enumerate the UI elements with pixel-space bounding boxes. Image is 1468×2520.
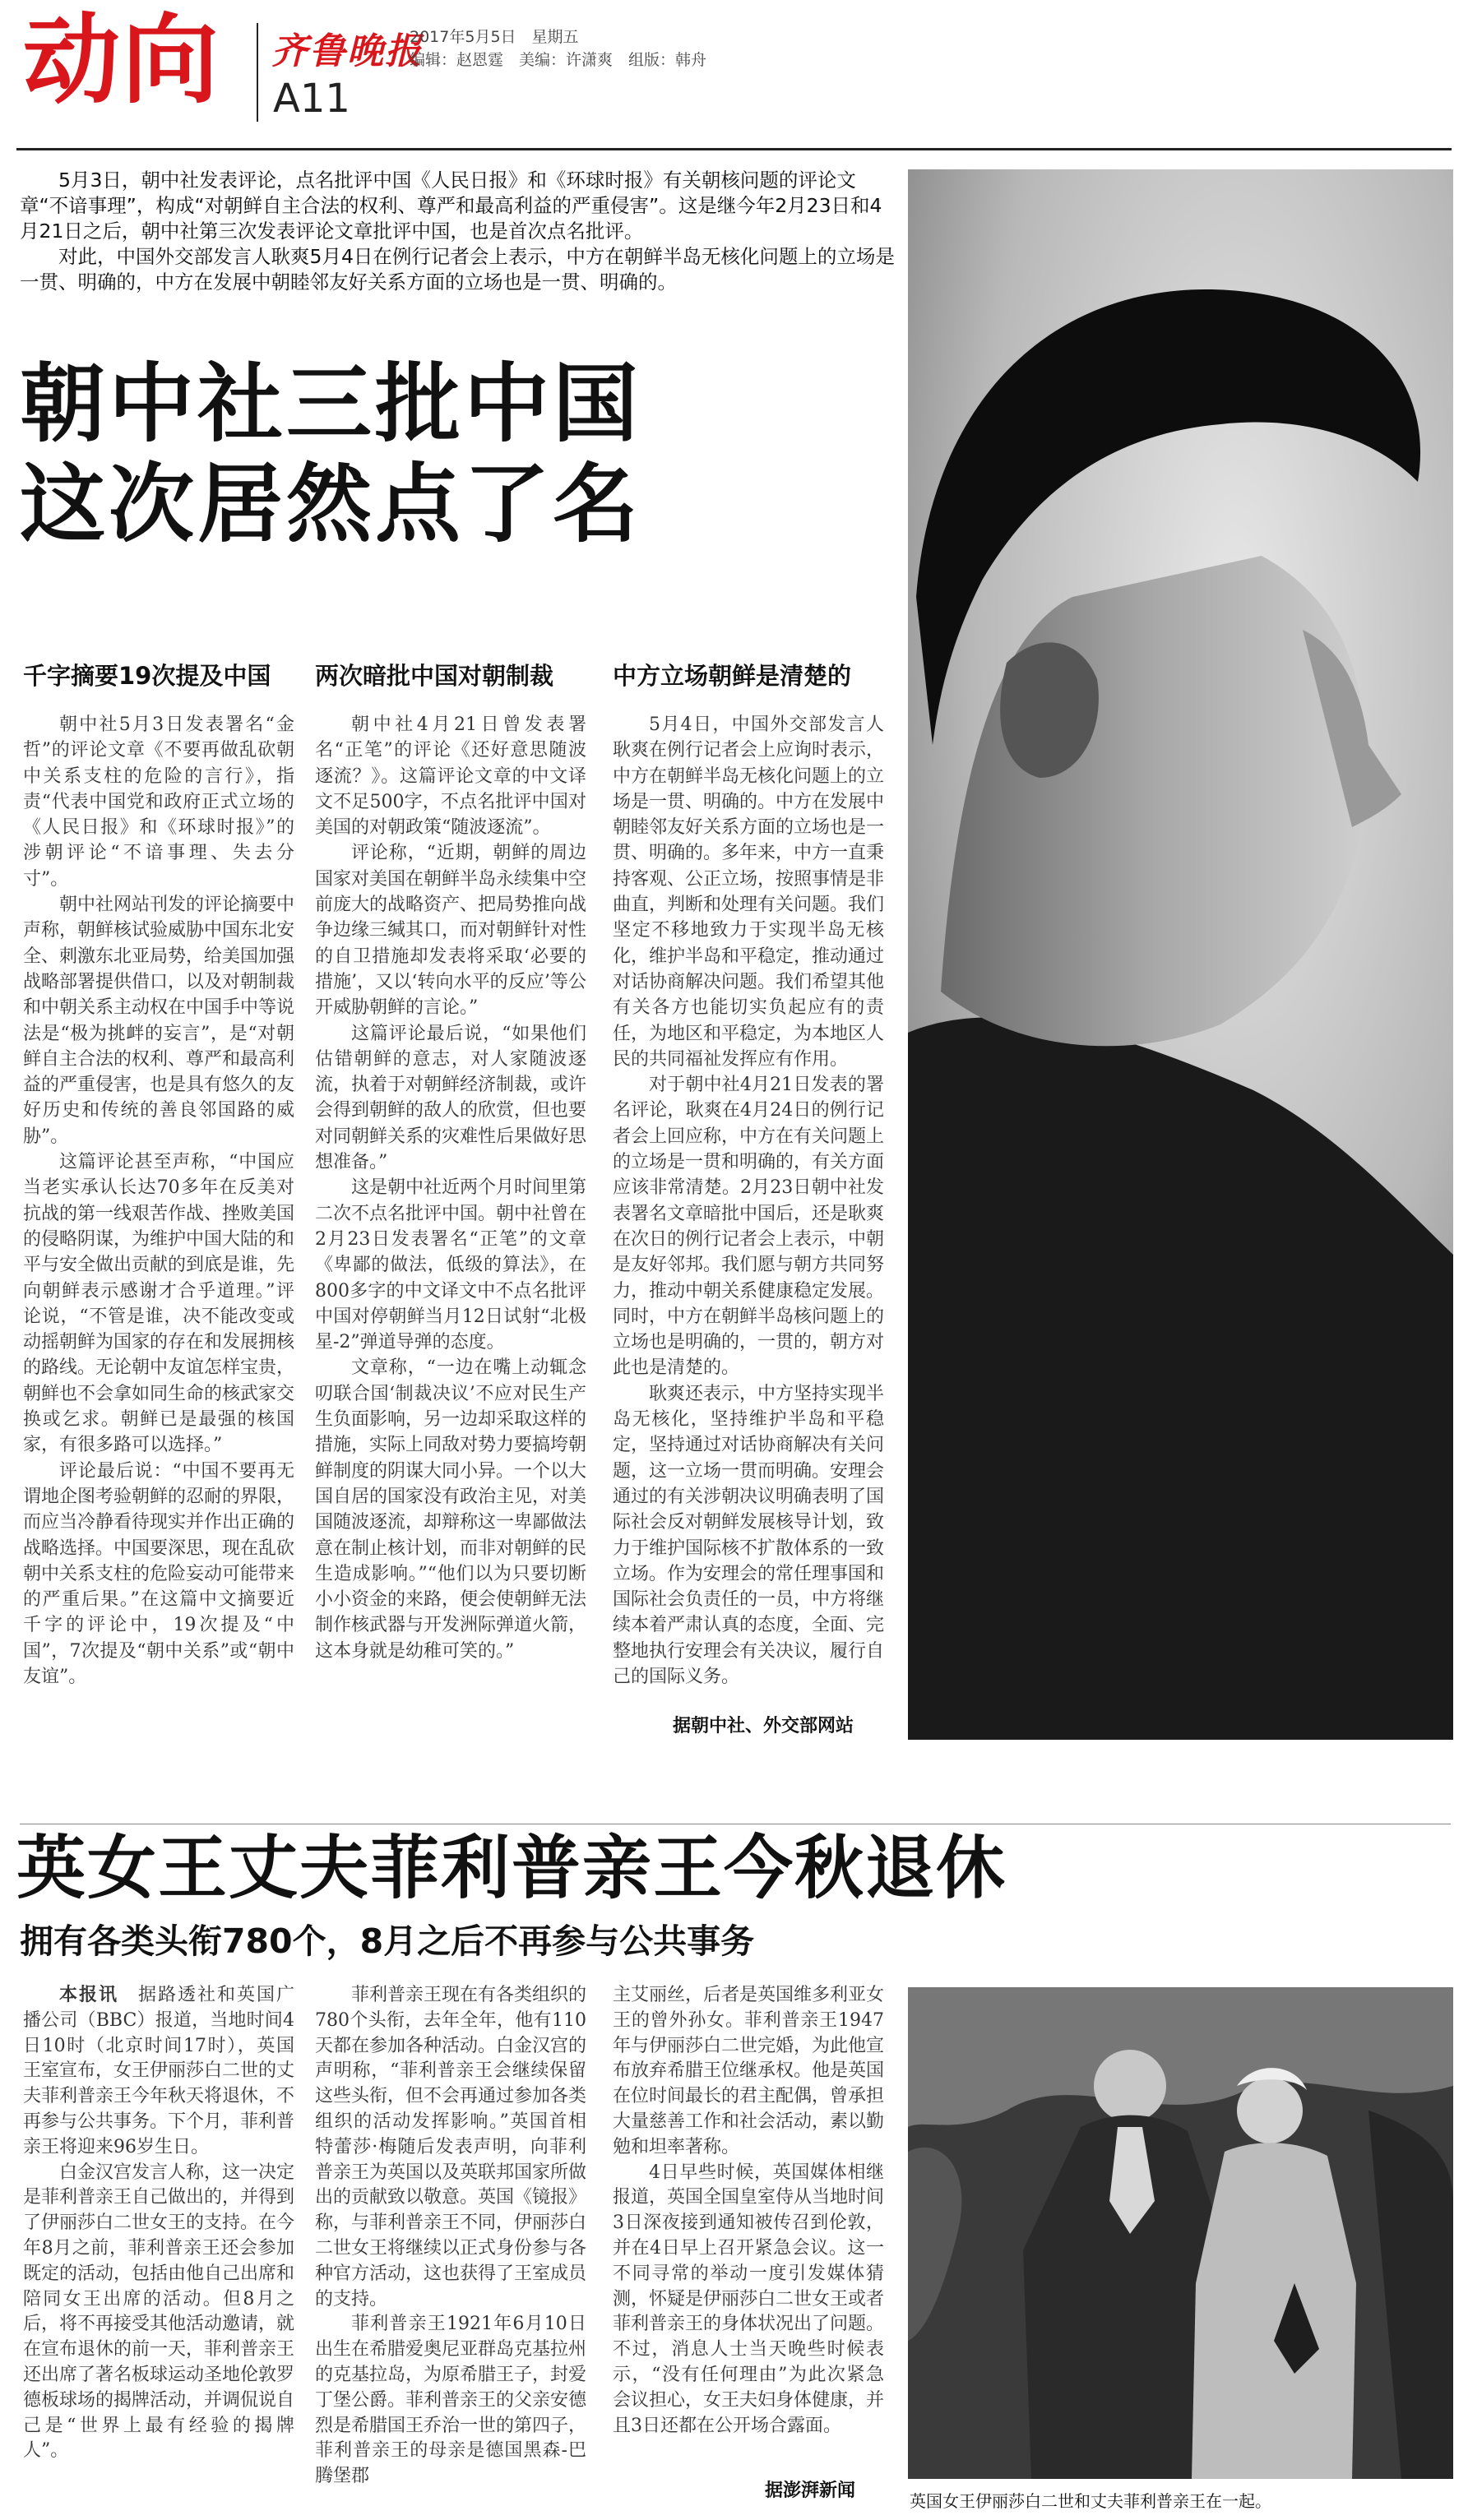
- portrait-photo-graphic: [908, 169, 1453, 1740]
- paragraph: 主艾丽丝，后者是英国维多利亚女王的曾外孙女。菲利普亲王1947年与伊丽莎白二世完婚，为此他宣布放弃希腊王位继承权。他是英国在位时间最长的君主配偶，曾承担大量慈善工作和社会活动，素以勤勉和坦率著称。: [613, 1985, 885, 2157]
- masthead-divider: [257, 23, 258, 122]
- paragraph: 白金汉宫发言人称，这一决定是菲利普亲王自己做出的，并得到了伊丽莎白二世女王的支持。在今年8月之前，菲利普亲王还会参加既定的活动，包括由他自己出席和陪同女王出席的活动。但8月之后，将不再接受其他活动邀请，就在宣布退休的前一天，菲利普亲王还出席了著名板球运动圣地伦敦罗德板球场的揭牌活动，并调侃说自己是“世界上最有经验的揭牌人”。: [23, 2162, 295, 2462]
- headline: 英女王丈夫菲利普亲王今秋退休: [16, 1828, 1007, 1908]
- paragraph: 文章称，“一边在嘴上动辄念叨联合国‘制裁决议’不应对民生产生负面影响，另一边却采取这样的措施，实际上同敌对势力要搞垮朝鲜制度的阴谋大同小异。一个以大国自居的国家没有政治主见，对美国随波逐流，却辩称这一卑鄙做法意在制止核计划，而非对朝鲜的民生造成影响。”“他们以为只要切断小小资金的来路，便会使朝鲜无法制作核武器与开发洲际弹道火箭，这本身就是幼稚可笑的。”: [315, 1357, 587, 1662]
- newspaper-logo: 齐鲁晚报: [271, 30, 423, 72]
- paragraph-text: 据路透社和英国广播公司（BBC）报道，当地时间4日10时（北京时间17时），英国王室宣布，女王伊丽莎白二世的丈夫菲利普亲王今年秋天将退休，不再参与公共事务。下个月，菲利普亲王将迎来96岁生日。: [23, 1985, 295, 2157]
- page-number: A11: [273, 76, 350, 122]
- paragraph: 评论称，“近期，朝鲜的周边国家对美国在朝鲜半岛永续集中空前庞大的战略资产、把局势推向战争边缘三缄其口，而对朝鲜针对性的自卫措施却发表将采取‘必要的措施’，又以‘转向水平的反应’等公开威胁朝鲜的言论。”: [315, 843, 587, 1019]
- story-column: [315, 1983, 586, 2490]
- staff-line: 编辑：赵恩霆 美编：许潇爽 组版：韩舟: [410, 51, 707, 69]
- column-subhead: 两次暗批中国对朝制裁: [315, 662, 554, 690]
- couple-photo: [908, 1987, 1453, 2479]
- paragraph: 朝中社4月21日曾发表署名“正笔”的评论《还好意思随波逐流？》。这篇评论文章的中文译文不足500字，不点名批评中国对美国的对朝政策“随波逐流”。: [315, 714, 586, 839]
- paragraph: 这篇评论最后说，“如果他们估错朝鲜的意志，对人家随波逐流，执着于对朝鲜经济制裁，或许会得到朝鲜的敌人的欣赏，但也要对同朝鲜关系的灾难性后果做好思想准备。”: [315, 1023, 587, 1173]
- column-subhead: 中方立场朝鲜是清楚的: [613, 662, 852, 690]
- section-title: 动向: [23, 3, 221, 117]
- source-credit: 据澎湃新闻: [765, 2481, 856, 2501]
- paragraph: 评论最后说：“中国不要再无谓地企图考验朝鲜的忍耐的界限，而应当冷静看待现实并作出正确的战略选择。中国要深思，现在乱砍朝中关系支柱的危险妄动可能带来的严重后果。”在这篇中文摘要近千字的评论中，19次提及“中国”，7次提及“朝中关系”或“朝中友谊”。: [23, 1460, 295, 1687]
- paragraph: 对于朝中社4月21日发表的署名评论，耿爽在4月24日的例行记者会上回应称，中方在有关问题上的立场是一贯和明确的，有关方面应该非常清楚。2月23日朝中社发表署名文章暗批中国后，还是耿爽在次日的例行记者会上表示，中朝是友好邻邦。我们愿与朝方共同努力，推动中朝关系健康稳定发展。同时，中方在朝鲜半岛核问题上的立场也是明确的，一贯的，朝方对此也是清楚的。: [613, 1075, 885, 1379]
- paragraph: 这是朝中社近两个月时间里第二次不点名批评中国。朝中社曾在2月23日发表署名“正笔”的文章《卑鄙的做法，低级的算法》，在800多字的中文译文中不点名批评中国对停朝鲜当月12日试射“北极星-2”弹道导弹的态度。: [315, 1177, 587, 1353]
- paragraph: 这篇评论甚至声称，“中国应当老实承认长达70多年在反美对抗战的第一线艰苦作战、挫败美国的侵略阴谋，为维护中国大陆的和平与安全做出贡献的到底是谁，先向朝鲜表示感谢才合乎道理。”评论说，“不管是谁，决不能改变或动摇朝鲜为国家的存在和发展拥核的路线。无论朝中友谊怎样宝贵，朝鲜也不会拿如同生命的核武家交换或乞求。朝鲜已是最强的核国家，有很多路可以选择。”: [23, 1152, 295, 1456]
- paragraph: 朝中社5月3日发表署名“金哲”的评论文章《不要再做乱砍朝中关系支柱的危险的言行》，指责“代表中国党和政府正式立场的《人民日报》和《环球时报》”的涉朝评论“不谙事理、失去分寸”。: [23, 714, 294, 890]
- story-column: [23, 1983, 294, 2464]
- photo-caption: 英国女王伊丽莎白二世和丈夫菲利普亲王在一起。: [910, 2491, 1271, 2511]
- couple-photo-graphic: [908, 1987, 1453, 2479]
- paragraph: 耿爽还表示，中方坚持实现半岛无核化，坚持维护半岛和平稳定，坚持通过对话协商解决有关问题，这一立场一贯而明确。安理会通过的有关涉朝决议明确表明了国际社会反对朝鲜发展核导计划，致力于维护国际核不扩散体系的一致立场。作为安理会的常任理事国和国际社会负责任的一员，中方将继续本着严肃认真的态度，全面、完整地执行安理会有关决议，履行自己的国际义务。: [613, 1383, 885, 1687]
- story-column: [613, 712, 884, 1690]
- lead-paragraph: 5月3日，朝中社发表评论，点名批评中国《人民日报》和《环球时报》有关朝核问题的评论文章“不谙事理”，构成“对朝鲜自主合法的权利、尊严和最高利益的严重侵害”。这是继今年2月23日和4月21日之后，朝中社第三次发表评论文章批评中国，也是首次点名批评。: [20, 169, 882, 243]
- story-column: [315, 712, 586, 1664]
- headline-line: 朝中社三批中国: [20, 354, 642, 454]
- date-line: 2017年5月5日 星期五: [410, 28, 579, 46]
- paragraph: 朝中社网站刊发的评论摘要中声称，朝鲜核试验威胁中国东北安全、刺激东北亚局势，给美国加强战略部署提供借口，以及对朝制裁和中朝关系主动权在中国手中等说法是“极为挑衅的妄言”，是“对朝鲜自主合法的权利、尊严和最高利益的严重侵害，也是具有悠久的友好历史和传统的善良邻国路的威胁”。: [23, 895, 295, 1147]
- byline: 本报讯: [59, 1985, 118, 2005]
- masthead-rule: [16, 148, 1452, 150]
- lead-paragraphs: [20, 168, 900, 295]
- paragraph: 5月4日，中国外交部发言人耿爽在例行记者会上应询时表示，中方在朝鲜半岛无核化问题上的立场是一贯、明确的。中方在发展中朝睦邻友好关系方面的立场也是一贯、明确的。多年来，中方一直秉持客观、公正立场，按照事情是非曲直，判断和处理有关问题。我们坚定不移地致力于实现半岛无核化，维护半岛和平稳定，推动通过对话协商解决问题。我们希望其他有关各方也能切实负起应有的责任，为地区和平稳定，为本地区人民的共同福祉发挥应有作用。: [613, 714, 885, 1070]
- source-credit: 据朝中社、外交部网站: [673, 1716, 854, 1736]
- paragraph: 4日早些时候，英国媒体相继报道，英国全国皇室侍从当地时间3日深夜接到通知被传召到伦敦，并在4日早上召开紧急会议。这一不同寻常的举动一度引发媒体猜测，怀疑是伊丽莎白二世女王或者菲利普亲王的身体状况出了问题。不过，消息人士当天晚些时候表示，“没有任何理由”为此次紧急会议担心，女王夫妇身体健康，并且3日还都在公开场合露面。: [613, 2162, 885, 2436]
- story-column: [613, 1983, 884, 2439]
- story-column: [23, 712, 294, 1690]
- column-subhead: 千字摘要19次提及中国: [23, 662, 271, 690]
- lead-paragraph: 对此，中国外交部发言人耿爽5月4日在例行记者会上表示，中方在朝鲜半岛无核化问题上的立场是一贯、明确的，中方在发展中朝睦邻友好关系方面的立场也是一贯、明确的。: [20, 245, 895, 294]
- headline-line: 这次居然点了名: [20, 454, 642, 554]
- headline: [20, 354, 883, 554]
- deck-subtitle: 拥有各类头衔780个，8月之后不再参与公共事务: [20, 1921, 755, 1961]
- portrait-photo: [908, 169, 1453, 1740]
- paragraph: 菲利普亲王1921年6月10日出生在希腊爱奥尼亚群岛克基拉州的克基拉岛，为原希腊王子，封爱丁堡公爵。菲利普亲王的父亲安德烈是希腊国王乔治一世的第四子，菲利普亲王的母亲是德国黑森-巴腾堡郡: [315, 2314, 587, 2487]
- paragraph: [23, 1983, 294, 2161]
- paragraph: 菲利普亲王现在有各类组织的780个头衔，去年全年，他有110天都在参加各种活动。白金汉宫的声明称，“菲利普亲王会继续保留这些头衔，但不会再通过参加各类组织的活动发挥影响。”英国首相特蕾莎·梅随后发表声明，向菲利普亲王为英国以及英联邦国家所做出的贡献致以敬意。英国《镜报》称，与菲利普亲王不同，伊丽莎白二世女王将继续以正式身份参与各种官方活动，这也获得了王室成员的支持。: [315, 1985, 587, 2310]
